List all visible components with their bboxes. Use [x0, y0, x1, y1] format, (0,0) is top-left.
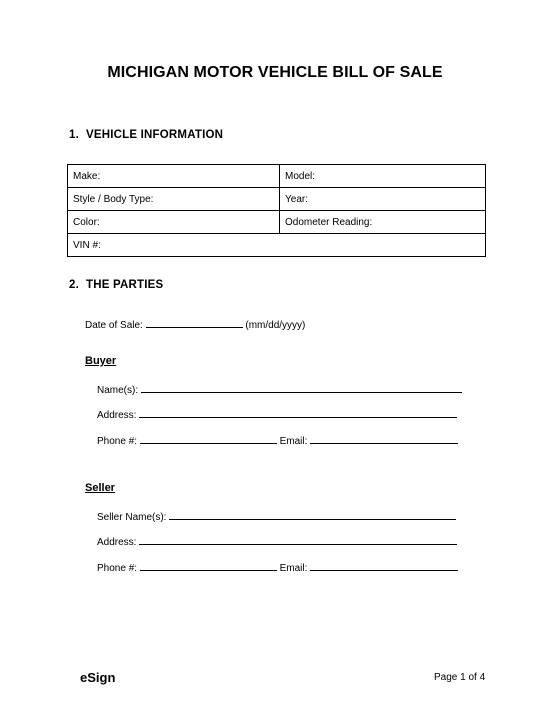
section-2-title: THE PARTIES	[86, 279, 164, 291]
seller-name-field[interactable]	[169, 509, 456, 520]
section-2-heading	[69, 279, 163, 291]
buyer-name-row	[97, 382, 462, 396]
seller-heading: Seller	[85, 482, 115, 494]
seller-email-label: Email:	[279, 563, 308, 574]
model-cell[interactable]: Model:	[280, 165, 486, 188]
buyer-address-label: Address:	[97, 410, 137, 421]
table-row	[68, 211, 486, 234]
buyer-contact-row	[97, 433, 458, 447]
seller-phone-label: Phone #:	[97, 563, 138, 574]
table-row	[68, 165, 486, 188]
seller-address-row	[97, 534, 457, 548]
section-1-title: VEHICLE INFORMATION	[86, 129, 224, 141]
buyer-name-label: Name(s):	[97, 385, 139, 396]
table-row	[68, 188, 486, 211]
section-1-heading	[69, 129, 223, 141]
buyer-heading: Buyer	[85, 355, 117, 367]
buyer-phone-label: Phone #:	[97, 436, 138, 447]
seller-name-label: Seller Name(s):	[97, 512, 167, 523]
buyer-phone-field[interactable]	[140, 433, 277, 444]
vehicle-info-table	[67, 164, 486, 257]
make-cell[interactable]: Make:	[68, 165, 280, 188]
page-number: Page 1 of 4	[434, 672, 486, 683]
seller-address-field[interactable]	[139, 534, 457, 545]
section-2-number: 2.	[69, 279, 79, 291]
year-cell[interactable]: Year:	[280, 188, 486, 211]
buyer-email-label: Email:	[279, 436, 308, 447]
date-format-hint: (mm/dd/yyyy)	[245, 320, 306, 331]
date-of-sale-row	[85, 317, 305, 331]
esign-logo: eSign	[80, 670, 116, 685]
seller-address-label: Address:	[97, 537, 137, 548]
seller-phone-field[interactable]	[140, 560, 277, 571]
date-of-sale-label: Date of Sale:	[85, 320, 143, 331]
buyer-address-row	[97, 407, 457, 421]
vin-cell[interactable]: VIN #:	[68, 234, 486, 257]
odometer-cell[interactable]: Odometer Reading:	[280, 211, 486, 234]
section-1-number: 1.	[69, 129, 79, 141]
seller-email-field[interactable]	[310, 560, 458, 571]
date-of-sale-field[interactable]	[146, 317, 243, 328]
buyer-address-field[interactable]	[139, 407, 457, 418]
buyer-name-field[interactable]	[141, 382, 462, 393]
seller-contact-row	[97, 560, 458, 574]
body-type-cell[interactable]: Style / Body Type:	[68, 188, 280, 211]
seller-name-row	[97, 509, 456, 523]
buyer-email-field[interactable]	[310, 433, 458, 444]
document-title: MICHIGAN MOTOR VEHICLE BILL OF SALE	[107, 64, 443, 81]
color-cell[interactable]: Color:	[68, 211, 280, 234]
table-row	[68, 234, 486, 257]
